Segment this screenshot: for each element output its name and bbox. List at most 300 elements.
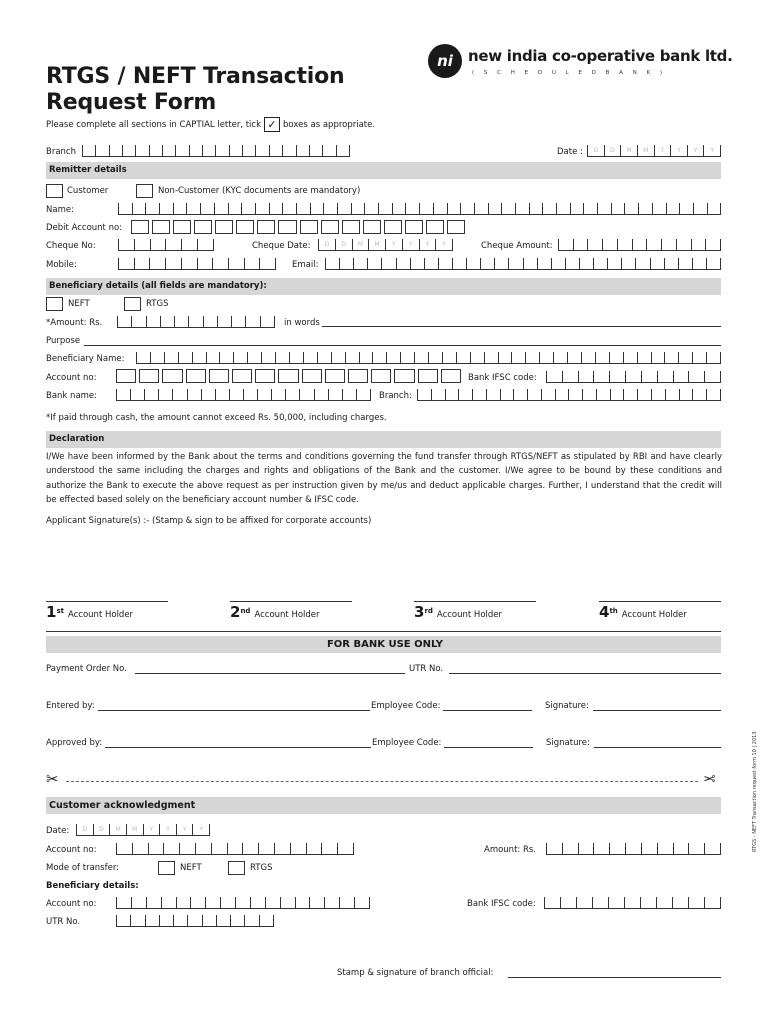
char-cell[interactable] <box>331 352 345 363</box>
digit-box[interactable] <box>232 369 252 383</box>
char-cell[interactable] <box>323 203 337 214</box>
char-cell[interactable] <box>424 258 438 269</box>
ack-ben-account-field[interactable] <box>116 897 370 909</box>
char-cell[interactable] <box>625 843 641 854</box>
char-cell[interactable] <box>676 239 691 250</box>
char-cell[interactable] <box>693 203 707 214</box>
ack-neft-checkbox[interactable] <box>158 861 175 875</box>
cheque-no-field[interactable] <box>118 239 214 251</box>
date-cell[interactable]: Y <box>654 145 671 156</box>
digit-box[interactable] <box>405 220 423 234</box>
char-cell[interactable] <box>250 897 265 908</box>
digit-box[interactable] <box>236 220 254 234</box>
char-cell[interactable] <box>328 389 342 400</box>
char-cell[interactable] <box>205 897 220 908</box>
date-cell[interactable]: Y <box>192 824 210 835</box>
char-cell[interactable] <box>541 389 555 400</box>
char-cell[interactable] <box>309 897 324 908</box>
date-cell[interactable]: Y <box>670 145 687 156</box>
char-cell[interactable] <box>214 203 228 214</box>
char-cell[interactable] <box>551 258 565 269</box>
ack-rtgs-checkbox[interactable] <box>228 861 245 875</box>
char-cell[interactable] <box>527 389 541 400</box>
char-cell[interactable] <box>688 371 704 382</box>
char-cell[interactable] <box>657 843 673 854</box>
char-cell[interactable] <box>500 389 514 400</box>
digit-box[interactable] <box>394 369 414 383</box>
entered-employee-code-field[interactable] <box>443 710 532 711</box>
amount-in-words-field[interactable] <box>322 326 721 327</box>
char-cell[interactable] <box>243 389 257 400</box>
char-cell[interactable] <box>181 258 197 269</box>
char-cell[interactable] <box>573 239 588 250</box>
char-cell[interactable] <box>593 843 609 854</box>
char-cell[interactable] <box>339 897 354 908</box>
char-cell[interactable] <box>470 352 484 363</box>
purpose-field[interactable] <box>84 345 721 346</box>
char-cell[interactable] <box>456 352 470 363</box>
char-cell[interactable] <box>145 915 159 926</box>
date-cell[interactable]: Y <box>143 824 160 835</box>
digit-box[interactable] <box>139 369 159 383</box>
char-cell[interactable] <box>597 203 611 214</box>
char-cell[interactable] <box>582 389 596 400</box>
ack-account-field[interactable] <box>116 843 354 855</box>
char-cell[interactable] <box>244 258 260 269</box>
rtgs-checkbox[interactable] <box>124 297 141 311</box>
char-cell[interactable] <box>466 258 480 269</box>
date-cell[interactable]: D <box>318 239 335 250</box>
char-cell[interactable] <box>624 203 638 214</box>
char-cell[interactable] <box>202 915 216 926</box>
char-cell[interactable] <box>595 352 609 363</box>
char-cell[interactable] <box>135 145 148 156</box>
char-cell[interactable] <box>233 352 247 363</box>
char-cell[interactable] <box>414 352 428 363</box>
char-cell[interactable] <box>607 258 621 269</box>
char-cell[interactable] <box>657 371 673 382</box>
char-cell[interactable] <box>706 389 721 400</box>
char-cell[interactable] <box>188 316 202 327</box>
char-cell[interactable] <box>558 239 573 250</box>
char-cell[interactable] <box>179 843 195 854</box>
char-cell[interactable] <box>260 316 275 327</box>
char-cell[interactable] <box>458 389 472 400</box>
char-cell[interactable] <box>189 145 202 156</box>
holder-3-signature-line[interactable] <box>414 601 536 602</box>
char-cell[interactable] <box>200 203 214 214</box>
date-cell[interactable]: D <box>76 824 93 835</box>
char-cell[interactable] <box>632 239 647 250</box>
char-cell[interactable] <box>673 371 689 382</box>
char-cell[interactable] <box>220 897 235 908</box>
char-cell[interactable] <box>132 203 146 214</box>
entered-signature-field[interactable] <box>593 710 721 711</box>
char-cell[interactable] <box>661 239 676 250</box>
char-cell[interactable] <box>303 352 317 363</box>
char-cell[interactable] <box>148 843 164 854</box>
char-cell[interactable] <box>474 203 488 214</box>
char-cell[interactable] <box>339 258 353 269</box>
approved-signature-field[interactable] <box>594 747 721 748</box>
char-cell[interactable] <box>255 203 269 214</box>
char-cell[interactable] <box>116 843 132 854</box>
char-cell[interactable] <box>134 258 150 269</box>
char-cell[interactable] <box>579 258 593 269</box>
char-cell[interactable] <box>665 389 679 400</box>
char-cell[interactable] <box>314 389 328 400</box>
char-cell[interactable] <box>602 239 617 250</box>
digit-box[interactable] <box>321 220 339 234</box>
char-cell[interactable] <box>652 203 666 214</box>
char-cell[interactable] <box>624 897 640 908</box>
char-cell[interactable] <box>621 258 635 269</box>
char-cell[interactable] <box>562 843 578 854</box>
char-cell[interactable] <box>146 316 160 327</box>
char-cell[interactable] <box>190 897 205 908</box>
char-cell[interactable] <box>150 239 166 250</box>
char-cell[interactable] <box>546 843 562 854</box>
holder-2-signature-line[interactable] <box>230 601 352 602</box>
char-cell[interactable] <box>666 203 680 214</box>
digit-box[interactable] <box>371 369 391 383</box>
char-cell[interactable] <box>306 843 322 854</box>
char-cell[interactable] <box>679 389 693 400</box>
char-cell[interactable] <box>296 203 310 214</box>
char-cell[interactable] <box>247 352 261 363</box>
char-cell[interactable] <box>282 145 295 156</box>
char-cell[interactable] <box>117 316 131 327</box>
char-cell[interactable] <box>197 239 214 250</box>
char-cell[interactable] <box>525 352 539 363</box>
date-field[interactable] <box>587 145 721 157</box>
char-cell[interactable] <box>173 915 187 926</box>
char-cell[interactable] <box>553 352 567 363</box>
char-cell[interactable] <box>641 371 657 382</box>
char-cell[interactable] <box>310 203 324 214</box>
char-cell[interactable] <box>405 203 419 214</box>
digit-box[interactable] <box>173 220 191 234</box>
ack-date-field[interactable] <box>76 824 210 836</box>
date-cell[interactable]: Y <box>687 145 704 156</box>
stamp-signature-field[interactable] <box>508 977 721 978</box>
entered-by-field[interactable] <box>98 710 370 711</box>
digit-box[interactable] <box>325 369 345 383</box>
char-cell[interactable] <box>555 389 569 400</box>
char-cell[interactable] <box>452 258 466 269</box>
char-cell[interactable] <box>556 203 570 214</box>
char-cell[interactable] <box>651 389 665 400</box>
char-cell[interactable] <box>678 258 692 269</box>
char-cell[interactable] <box>258 843 274 854</box>
char-cell[interactable] <box>381 258 395 269</box>
char-cell[interactable] <box>537 258 551 269</box>
char-cell[interactable] <box>691 239 706 250</box>
char-cell[interactable] <box>592 897 608 908</box>
char-cell[interactable] <box>116 897 131 908</box>
digit-box[interactable] <box>215 220 233 234</box>
char-cell[interactable] <box>570 203 584 214</box>
char-cell[interactable] <box>259 258 276 269</box>
char-cell[interactable] <box>386 352 400 363</box>
date-cell[interactable]: Y <box>419 239 436 250</box>
char-cell[interactable] <box>295 897 310 908</box>
char-cell[interactable] <box>174 316 188 327</box>
char-cell[interactable] <box>289 352 303 363</box>
char-cell[interactable] <box>202 145 215 156</box>
char-cell[interactable] <box>159 203 173 214</box>
beneficiary-account-field[interactable] <box>116 369 461 383</box>
char-cell[interactable] <box>299 389 313 400</box>
char-cell[interactable] <box>82 145 95 156</box>
branch-name-field[interactable] <box>417 389 721 401</box>
char-cell[interactable] <box>219 352 233 363</box>
char-cell[interactable] <box>211 843 227 854</box>
approved-by-field[interactable] <box>105 747 371 748</box>
char-cell[interactable] <box>546 371 562 382</box>
digit-box[interactable] <box>342 220 360 234</box>
char-cell[interactable] <box>596 389 610 400</box>
customer-checkbox[interactable] <box>46 184 63 198</box>
char-cell[interactable] <box>692 352 706 363</box>
char-cell[interactable] <box>274 843 290 854</box>
char-cell[interactable] <box>197 258 213 269</box>
char-cell[interactable] <box>235 897 250 908</box>
char-cell[interactable] <box>378 203 392 214</box>
char-cell[interactable] <box>637 389 651 400</box>
char-cell[interactable] <box>325 258 339 269</box>
char-cell[interactable] <box>568 389 582 400</box>
char-cell[interactable] <box>578 843 594 854</box>
char-cell[interactable] <box>176 897 191 908</box>
digit-box[interactable] <box>209 369 229 383</box>
char-cell[interactable] <box>130 389 144 400</box>
char-cell[interactable] <box>257 389 271 400</box>
char-cell[interactable] <box>400 352 414 363</box>
char-cell[interactable] <box>508 258 522 269</box>
char-cell[interactable] <box>322 145 335 156</box>
char-cell[interactable] <box>161 897 176 908</box>
utr-field[interactable] <box>449 673 721 674</box>
date-cell[interactable]: M <box>109 824 126 835</box>
date-cell[interactable]: D <box>93 824 110 835</box>
char-cell[interactable] <box>132 843 148 854</box>
char-cell[interactable] <box>145 203 159 214</box>
ifsc-field[interactable] <box>546 371 721 383</box>
char-cell[interactable] <box>261 352 275 363</box>
char-cell[interactable] <box>688 843 704 854</box>
cheque-amount-field[interactable] <box>558 239 721 251</box>
non-customer-checkbox[interactable] <box>136 184 153 198</box>
char-cell[interactable] <box>704 843 721 854</box>
date-cell[interactable]: M <box>620 145 637 156</box>
char-cell[interactable] <box>149 258 165 269</box>
char-cell[interactable] <box>447 203 461 214</box>
char-cell[interactable] <box>678 352 692 363</box>
char-cell[interactable] <box>641 843 657 854</box>
char-cell[interactable] <box>228 203 242 214</box>
char-cell[interactable] <box>544 897 560 908</box>
char-cell[interactable] <box>650 258 664 269</box>
char-cell[interactable] <box>130 915 144 926</box>
debit-account-field[interactable] <box>131 220 465 234</box>
char-cell[interactable] <box>640 897 656 908</box>
neft-checkbox[interactable] <box>46 297 63 311</box>
char-cell[interactable] <box>178 352 192 363</box>
char-cell[interactable] <box>610 389 624 400</box>
digit-box[interactable] <box>186 369 206 383</box>
char-cell[interactable] <box>513 389 527 400</box>
digit-box[interactable] <box>162 369 182 383</box>
char-cell[interactable] <box>705 239 721 250</box>
digit-box[interactable] <box>278 369 298 383</box>
char-cell[interactable] <box>664 352 678 363</box>
char-cell[interactable] <box>337 203 351 214</box>
char-cell[interactable] <box>231 316 245 327</box>
char-cell[interactable] <box>242 145 255 156</box>
char-cell[interactable] <box>116 389 130 400</box>
char-cell[interactable] <box>637 352 651 363</box>
char-cell[interactable] <box>215 389 229 400</box>
char-cell[interactable] <box>118 203 132 214</box>
char-cell[interactable] <box>608 897 624 908</box>
char-cell[interactable] <box>351 203 365 214</box>
char-cell[interactable] <box>581 352 595 363</box>
char-cell[interactable] <box>230 915 244 926</box>
char-cell[interactable] <box>131 316 145 327</box>
char-cell[interactable] <box>706 352 721 363</box>
char-cell[interactable] <box>562 371 578 382</box>
digit-box[interactable] <box>418 369 438 383</box>
char-cell[interactable] <box>212 258 228 269</box>
char-cell[interactable] <box>134 239 150 250</box>
beneficiary-name-field[interactable] <box>136 352 721 364</box>
char-cell[interactable] <box>118 258 134 269</box>
date-cell[interactable]: Y <box>159 824 176 835</box>
cheque-date-field[interactable] <box>318 239 453 251</box>
email-field[interactable] <box>325 258 721 270</box>
char-cell[interactable] <box>542 203 556 214</box>
char-cell[interactable] <box>227 843 243 854</box>
char-cell[interactable] <box>583 203 597 214</box>
char-cell[interactable] <box>707 203 722 214</box>
char-cell[interactable] <box>337 843 354 854</box>
char-cell[interactable] <box>118 239 134 250</box>
char-cell[interactable] <box>159 915 173 926</box>
char-cell[interactable] <box>317 352 331 363</box>
digit-box[interactable] <box>426 220 444 234</box>
char-cell[interactable] <box>116 915 130 926</box>
char-cell[interactable] <box>392 203 406 214</box>
char-cell[interactable] <box>345 352 359 363</box>
char-cell[interactable] <box>364 203 378 214</box>
char-cell[interactable] <box>359 352 373 363</box>
date-cell[interactable]: M <box>637 145 654 156</box>
char-cell[interactable] <box>617 239 632 250</box>
char-cell[interactable] <box>692 389 706 400</box>
branch-field[interactable] <box>82 145 350 157</box>
digit-box[interactable] <box>194 220 212 234</box>
char-cell[interactable] <box>321 843 337 854</box>
char-cell[interactable] <box>356 389 371 400</box>
char-cell[interactable] <box>242 843 258 854</box>
char-cell[interactable] <box>201 389 215 400</box>
char-cell[interactable] <box>229 389 243 400</box>
char-cell[interactable] <box>419 203 433 214</box>
char-cell[interactable] <box>165 239 181 250</box>
char-cell[interactable] <box>160 316 174 327</box>
date-cell[interactable]: Y <box>435 239 453 250</box>
holder-1-signature-line[interactable] <box>46 601 168 602</box>
char-cell[interactable] <box>515 203 529 214</box>
char-cell[interactable] <box>353 258 367 269</box>
char-cell[interactable] <box>269 203 283 214</box>
char-cell[interactable] <box>162 145 175 156</box>
char-cell[interactable] <box>635 258 649 269</box>
char-cell[interactable] <box>484 352 498 363</box>
date-cell[interactable]: D <box>604 145 621 156</box>
char-cell[interactable] <box>609 843 625 854</box>
char-cell[interactable] <box>486 389 500 400</box>
char-cell[interactable] <box>688 897 704 908</box>
char-cell[interactable] <box>472 389 486 400</box>
char-cell[interactable] <box>216 915 230 926</box>
char-cell[interactable] <box>372 352 386 363</box>
char-cell[interactable] <box>146 897 161 908</box>
digit-box[interactable] <box>131 220 149 234</box>
char-cell[interactable] <box>290 843 306 854</box>
date-cell[interactable]: M <box>352 239 369 250</box>
char-cell[interactable] <box>181 239 197 250</box>
char-cell[interactable] <box>679 203 693 214</box>
char-cell[interactable] <box>706 258 721 269</box>
char-cell[interactable] <box>342 389 356 400</box>
char-cell[interactable] <box>367 258 381 269</box>
char-cell[interactable] <box>259 915 274 926</box>
char-cell[interactable] <box>217 316 231 327</box>
char-cell[interactable] <box>173 203 187 214</box>
digit-box[interactable] <box>116 369 136 383</box>
char-cell[interactable] <box>567 352 581 363</box>
char-cell[interactable] <box>149 145 162 156</box>
char-cell[interactable] <box>309 145 322 156</box>
char-cell[interactable] <box>187 915 201 926</box>
date-cell[interactable]: D <box>587 145 604 156</box>
ack-utr-field[interactable] <box>116 915 274 927</box>
ack-ifsc-field[interactable] <box>544 897 721 909</box>
char-cell[interactable] <box>501 203 515 214</box>
char-cell[interactable] <box>593 371 609 382</box>
char-cell[interactable] <box>131 897 146 908</box>
digit-box[interactable] <box>441 369 461 383</box>
char-cell[interactable] <box>428 352 442 363</box>
char-cell[interactable] <box>285 389 299 400</box>
char-cell[interactable] <box>460 203 474 214</box>
char-cell[interactable] <box>651 352 665 363</box>
char-cell[interactable] <box>704 371 721 382</box>
char-cell[interactable] <box>565 258 579 269</box>
char-cell[interactable] <box>354 897 370 908</box>
char-cell[interactable] <box>175 145 188 156</box>
char-cell[interactable] <box>95 145 108 156</box>
char-cell[interactable] <box>442 352 456 363</box>
char-cell[interactable] <box>560 897 576 908</box>
char-cell[interactable] <box>623 352 637 363</box>
char-cell[interactable] <box>704 897 721 908</box>
char-cell[interactable] <box>638 203 652 214</box>
char-cell[interactable] <box>692 258 706 269</box>
char-cell[interactable] <box>245 316 259 327</box>
